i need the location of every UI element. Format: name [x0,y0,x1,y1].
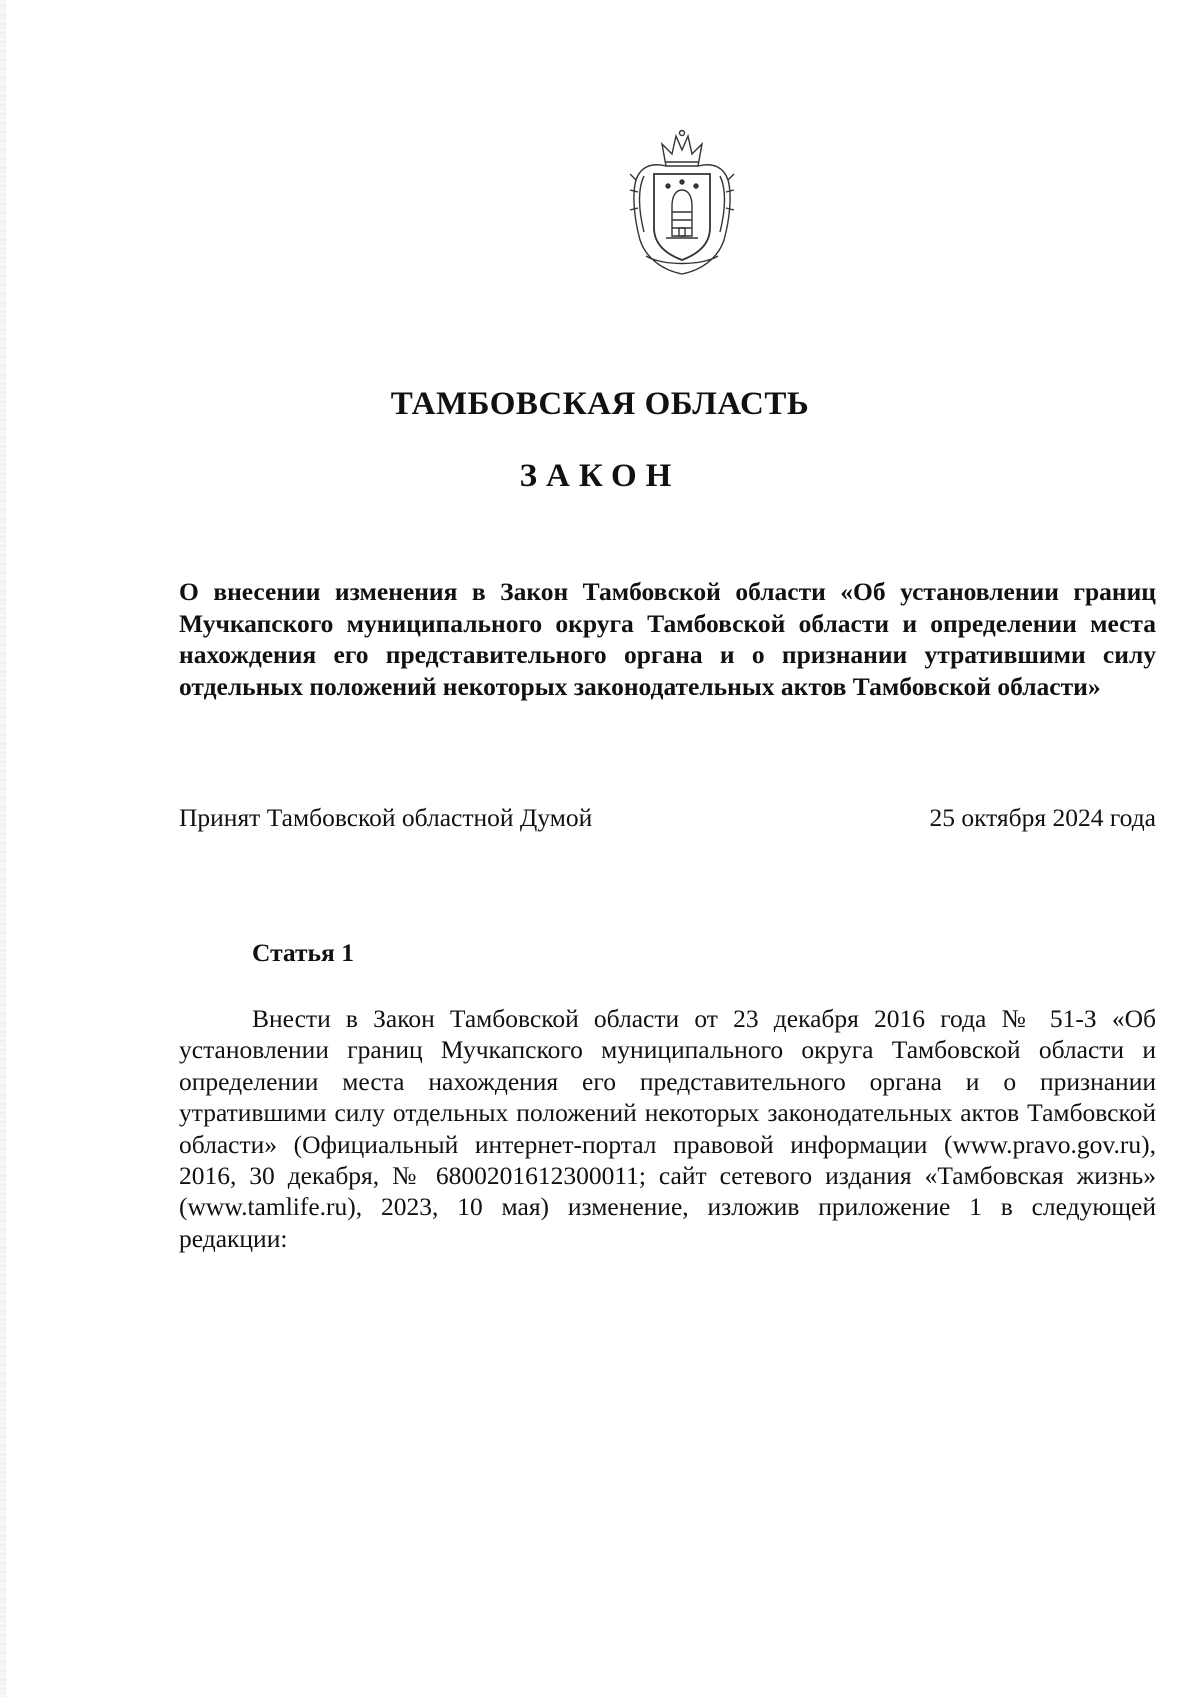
article-heading: Статья 1 [252,938,354,967]
region-title: ТАМБОВСКАЯ ОБЛАСТЬ [390,386,810,422]
article-body [179,1003,1156,1254]
article-text: Внести в Закон Тамбовской области от 23 декабря 2016 года № 51-З «Об установлении границ Мучкапского муниципального округа Тамбовской области и определении места нахождения его представительного органа и о признании утратившими силу отдельных положений некоторых законодательных актов Тамбовской области» (Официальный интернет-портал правовой информации (www.pravo.gov.ru), 2016, 30 декабря, № 6800201612300011; сайт сетевого издания «Тамбовская жизнь» (www.tamlife.ru), 2023, 10 мая) изменение, изложив приложение 1 в следующей редакции: [179,1004,1156,1253]
adopted-date: 25 октября 2024 года [929,803,1156,832]
tambov-coat-of-arms-icon [622,128,742,278]
scan-edge [0,0,6,1697]
law-subject-heading: О внесении изменения в Закон Тамбовской области «Об установлении границ Мучкапского муниципального округа Тамбовской области и определении места нахождения его представительного органа и о признании утратившими силу отдельных положений некоторых законодательных актов Тамбовской области» [179,577,1156,701]
adopted-by: Принят Тамбовской областной Думой [179,803,593,832]
adoption-line [179,802,1156,834]
law-title: ЗАКОН [519,458,681,494]
